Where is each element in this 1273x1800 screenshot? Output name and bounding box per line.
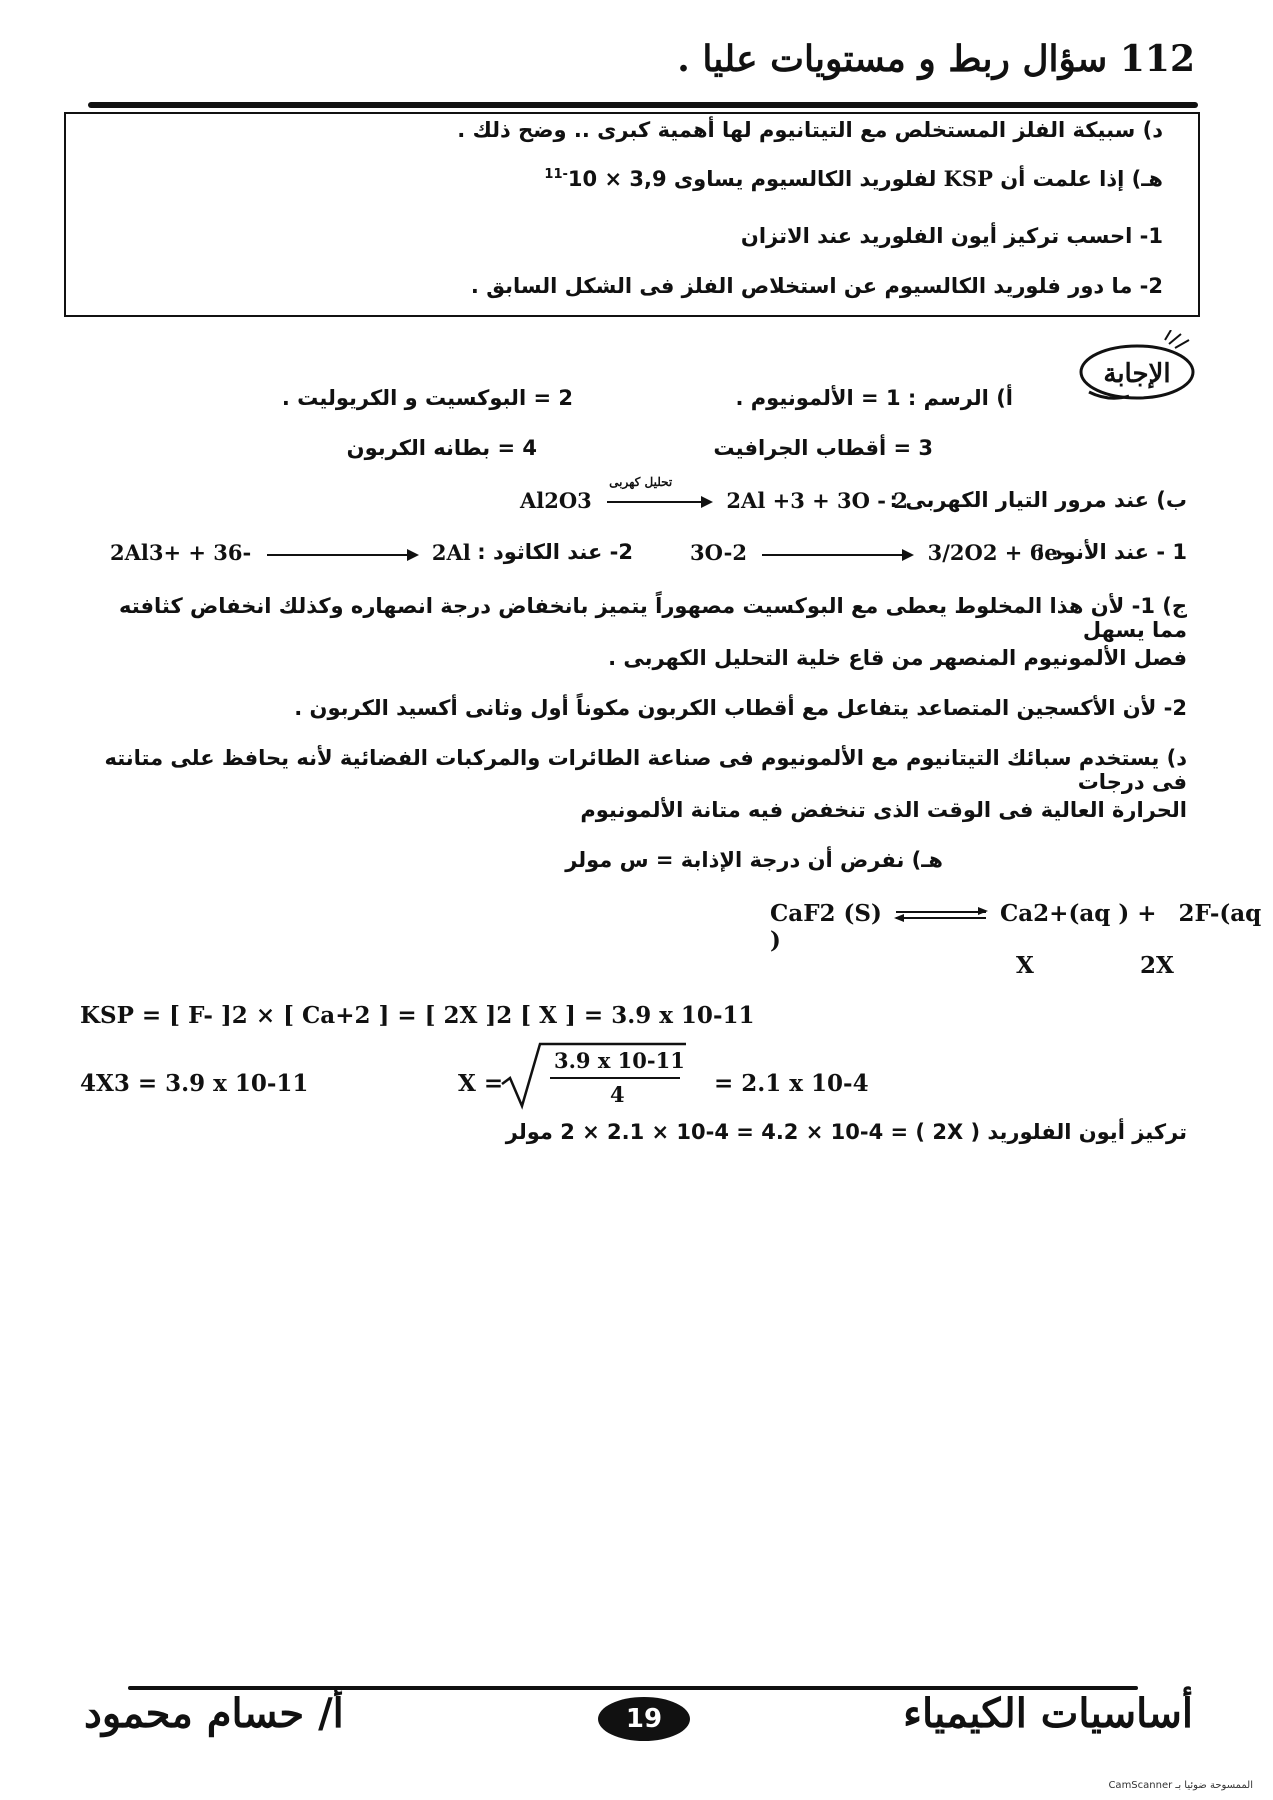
b-eq-right: 2Al +3 + 3O - 2 (726, 488, 908, 513)
question-h-rest: لفلوريد الكالسيوم يساوى 3,9 × 10 (567, 167, 937, 191)
answer-c1b: فصل الألمونيوم المنصهر من قاع خلية التحليل الكهربى . (608, 646, 1187, 670)
page-header-title: 112 سؤال ربط و مستويات عليا . (677, 38, 1195, 80)
cathode-equation (110, 540, 471, 565)
answer-badge (1069, 330, 1199, 406)
b-eq-label: تحليل كهربى (609, 474, 673, 489)
answer-d1: د) يستخدم سبائك التيتانيوم مع الألمونيوم فى صناعة الطائرات والمركبات الفضائية لأنه يحافظ على متانته فى درجات (104, 746, 1187, 794)
ksp-symbol: KSP (943, 166, 993, 191)
equilibrium-arrow (896, 909, 986, 921)
eq-left: CaF2 (S) (770, 900, 882, 927)
answer-c2: 2- لأن الأكسجين المتصاعد يتفاعل مع أقطاب الكربون مكوناً أول وثانى أكسيد الكربون . (294, 696, 1187, 720)
calc-denominator: 4 (610, 1082, 625, 1107)
cathode-right: 2Al (431, 540, 471, 565)
footer-book-title: أساسيات الكيمياء (903, 1690, 1193, 1737)
question-h (544, 166, 1163, 191)
calc-x-label: X = (458, 1070, 504, 1097)
question-h-exponent: -11 (544, 167, 568, 182)
anode-label: 1 - عند الأنود : (1036, 540, 1187, 564)
answer-c1: ج) 1- لأن هذا المخلوط يعطى مع البوكسيت مصهوراً يتميز بانخفاض درجة انصهاره وكذلك انخفاض كثافته مما يسهل (118, 594, 1187, 642)
question-2: 2- ما دور فلوريد الكالسيوم عن استخلاص الفلز فى الشكل السابق . (470, 274, 1163, 298)
answer-badge-text: الإجابة (1103, 359, 1171, 389)
calc-left: 4X3 = 3.9 x 10-11 (80, 1070, 309, 1097)
answer-d1b: الحرارة العالية فى الوقت الذى تنخفض فيه متانة الألمونيوم (580, 798, 1187, 822)
answer-h1: هـ) نفرض أن درجة الإذابة = س مولر (565, 848, 943, 872)
header-rule (88, 102, 1198, 108)
question-h-intro: هـ) إذا علمت أن (1000, 167, 1163, 191)
cathode-left: 2Al3+ + 36- (110, 540, 252, 565)
page-number: 19 (598, 1697, 690, 1741)
answer-b-intro: ب) عند مرور التيار الكهربى : (889, 488, 1187, 512)
answer-a3: 3 = أقطاب الجرافيت (713, 436, 933, 460)
anode-equation (690, 540, 1066, 565)
calc-result: = 2.1 x 10-4 (714, 1070, 869, 1097)
footer-author: أ/ حسام محمود (84, 1690, 344, 1737)
answer-b-equation (520, 474, 908, 513)
b-eq-arrow (607, 501, 711, 503)
question-d: د) سبيكة الفلز المستخلص مع التيتانيوم لها أهمية كبرى .. وضح ذلك . (457, 118, 1163, 142)
calc-numerator: 3.9 x 10-11 (554, 1048, 685, 1073)
scanner-watermark: CamScanner الممسوحة ضوئيا بـ (1108, 1780, 1253, 1791)
electrolysis-arrow (599, 474, 719, 513)
equilibrium-equation (770, 900, 1273, 954)
answer-a2: 2 = البوكسيت و الكريوليت . (281, 386, 573, 410)
ksp-expression: KSP = [ F- ]2 × [ Ca+2 ] = [ 2X ]2 [ X ] = 3.9 x 10-11 (80, 1002, 755, 1029)
answer-a4: 4 = بطانه الكربون (346, 436, 537, 460)
anode-left: 3O-2 (690, 540, 748, 565)
anode-arrow (762, 554, 912, 556)
eq-right-f: 2F-(aq ) (770, 900, 1262, 954)
eq-right-ca: Ca2+(aq ) + (999, 900, 1157, 927)
cathode-label: 2- عند الكاثود : (477, 540, 633, 564)
answer-a1: أ) الرسم : 1 = الألمونيوم . (735, 386, 1013, 410)
b-eq-left: Al2O3 (520, 488, 592, 513)
final-concentration: تركيز أيون الفلوريد ( 2X ) = 2 × 2.1 × 10-4 = 4.2 × 10-4 مولر (505, 1120, 1187, 1144)
question-1: 1- احسب تركيز أيون الفلوريد عند الاتزان (740, 224, 1163, 248)
anode-right: 3/2O2 + 6e- (927, 540, 1067, 565)
stoich-x: X (1016, 952, 1034, 979)
cathode-arrow (267, 554, 417, 556)
stoich-2x: 2X (1140, 952, 1174, 979)
